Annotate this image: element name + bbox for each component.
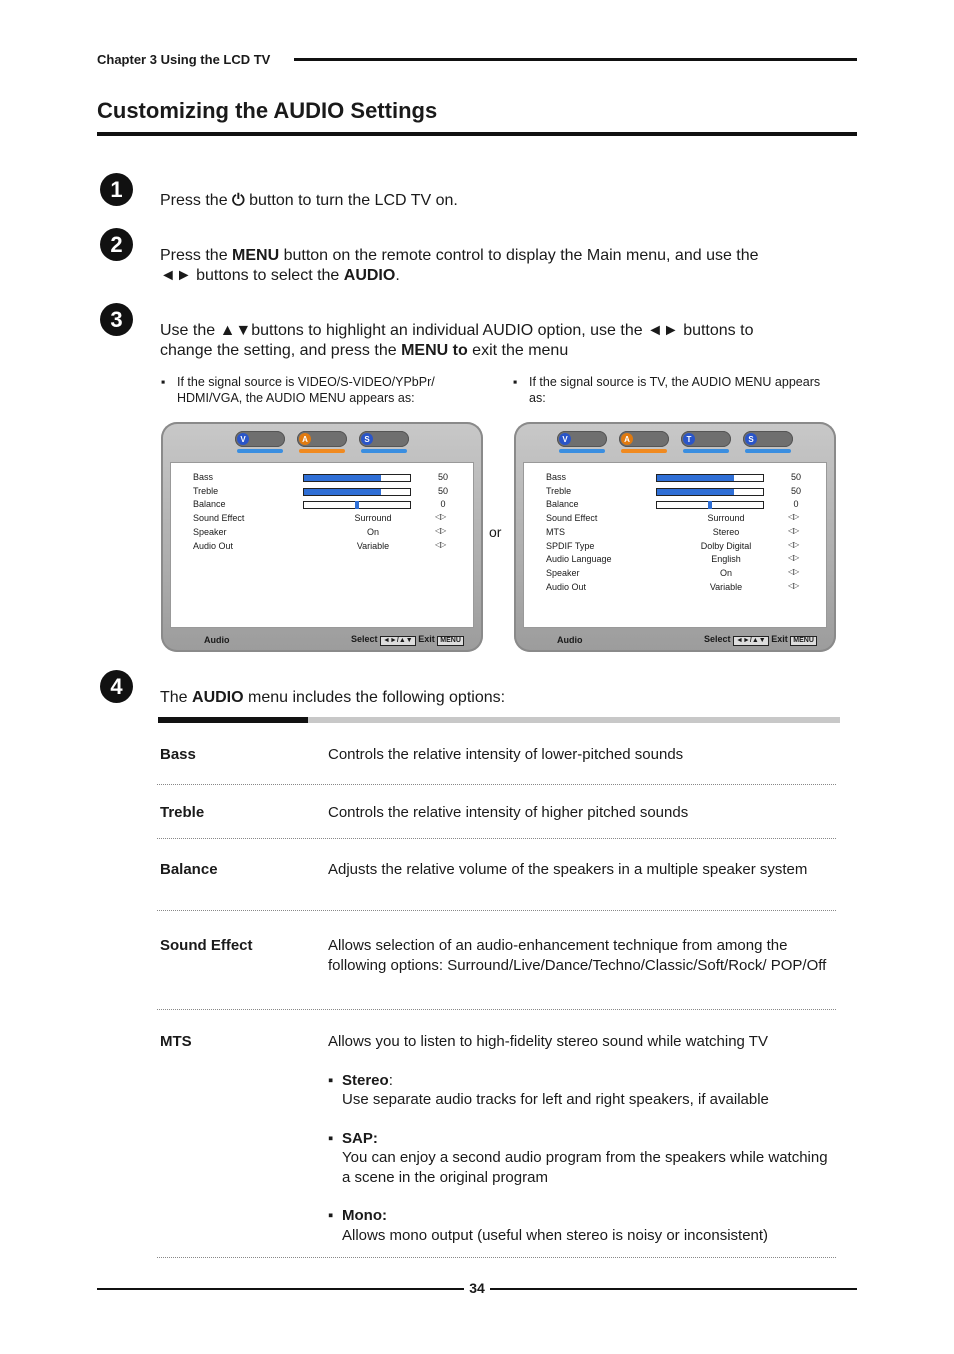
tab-letter: V [237,433,249,445]
tab-letter: A [621,433,633,445]
menu-row [193,472,473,486]
table-header-bar [308,717,840,723]
menu-row-value: Stereo [712,526,740,537]
title-rule [97,132,857,136]
audio-menu-screenshot-tv [514,422,836,652]
tab-underline [361,449,407,453]
menu-row-value: 50 [437,485,448,496]
menu-row-label: Balance [546,499,579,510]
left-right-arrows-icon: ◁▷ [788,553,799,563]
menu-row-value: Variable [709,581,743,592]
menu-row-label: Balance [193,499,226,510]
menu-row-label: Treble [193,485,219,496]
menu-footer: Audio Select ◄►/▲▼ Exit MENU [161,628,483,652]
tab-underline [745,449,791,453]
menu-row-value: 50 [790,485,801,496]
menu-footer: Audio Select ◄►/▲▼ Exit MENU [514,628,836,652]
left-right-arrows-icon: ◁▷ [435,539,446,549]
menu-row [193,527,473,541]
menu-row-label: Speaker [193,526,227,537]
slider-fill [304,475,381,481]
row-divider [157,1257,836,1258]
menu-row [546,499,826,513]
option-name-treble: Treble [160,804,205,821]
tab-letter: S [745,433,757,445]
left-right-arrows-icon: ◁▷ [435,512,446,522]
menu-tab-setup [359,431,409,447]
left-right-arrows-icon: ◁▷ [788,566,799,576]
menu-tab-video [235,431,285,447]
footer-rule [490,1288,857,1290]
step-3-text: Use the ▲▼buttons to highlight an individual AUDIO option, use the ◄► buttons to change the setting, and press the MENU to exit the menu [160,322,754,359]
option-name-sound-effect: Sound Effect [160,937,253,954]
menu-row-value: Variable [356,540,390,551]
menu-row-value: English [711,554,741,565]
mts-stereo: ▪ Stereo: Use separate audio tracks for left and right speakers, if available [328,1071,769,1108]
menu-screen [170,462,474,628]
left-right-arrows-icon: ◁▷ [788,525,799,535]
row-divider [157,910,836,911]
menu-row-label: Speaker [546,567,580,578]
menu-row-value: 0 [793,499,799,510]
menu-row-label: Audio Language [546,554,612,565]
tab-underline [621,449,667,453]
menu-row-value: Surround [707,513,745,524]
slider-fill [657,475,734,481]
tab-letter: V [559,433,571,445]
menu-tabs [161,431,483,447]
page-title: Customizing the AUDIO Settings [97,98,438,123]
option-desc-mts: Allows you to listen to high-fidelity stereo sound while watching TV ▪ Stereo: Use separate audio tracks for left and right speakers, if available ▪ SAP: You can enjoy a second audio program from the speakers while watching a scene in the original program ▪ Mono: Allows mono output (useful when stereo is noisy or inconsistent) [328,1033,828,1244]
row-divider [157,1009,836,1010]
menu-row [546,568,826,582]
menu-row [193,499,473,513]
menu-row-label: Bass [193,472,214,482]
menu-row-label: Audio Out [193,540,234,551]
menu-row-label: Sound Effect [546,513,598,524]
slider-fill [657,489,734,495]
footer-rule [97,1288,464,1290]
or-label: or [489,524,502,540]
menu-row-value: On [719,567,732,578]
menu-row-label: Audio Out [546,581,587,592]
tab-letter: T [683,433,695,445]
menu-row-value: 50 [437,472,448,482]
menu-row [546,554,826,568]
option-name-mts: MTS [160,1033,192,1050]
menu-slider [303,474,411,482]
tab-underline [299,449,345,453]
menu-row-label: Bass [546,472,567,482]
menu-row-label: MTS [546,526,565,537]
mts-sap: ▪ SAP: You can enjoy a second audio program from the speakers while watching a scene in the original program [328,1129,828,1186]
menu-row-value: 50 [790,472,801,482]
menu-slider [303,488,411,496]
menu-tabs [514,431,836,447]
tab-letter: S [361,433,373,445]
menu-tab-tv [681,431,731,447]
step-3-number: 3 [100,303,133,336]
menu-tab-audio [619,431,669,447]
option-desc-sound-effect: Allows selection of an audio-enhancement technique from among the following options: Surround/Live/Dance/Techno/Classic/Soft/Rock/ POP/Off [328,937,827,974]
slider-knob [355,501,359,509]
menu-screen [523,462,827,628]
menu-row [193,541,473,555]
left-right-arrows-icon: ◁▷ [435,525,446,535]
menu-row-value: Dolby Digital [700,540,752,551]
page-number: 34 [469,1280,485,1296]
option-desc-balance: Adjusts the relative volume of the speakers in a multiple speaker system [328,861,808,878]
menu-row-value: Surround [354,513,392,524]
menu-tab-audio [297,431,347,447]
power-icon: ⏻ [232,192,245,209]
bullet-left: ▪ If the signal source is VIDEO/S-VIDEO/YPbPr/ HDMI/VGA, the AUDIO MENU appears as: [161,375,435,405]
menu-slider [656,474,764,482]
menu-row-label: SPDIF Type [546,540,595,551]
menu-row-value: On [366,526,379,537]
option-name-balance: Balance [160,861,218,878]
tab-letter: A [299,433,311,445]
menu-row [546,513,826,527]
option-desc-treble: Controls the relative intensity of higher pitched sounds [328,804,689,821]
option-desc-bass: Controls the relative intensity of lower-pitched sounds [328,746,684,763]
menu-row [193,486,473,500]
chapter-rule [294,58,857,61]
row-divider [157,784,836,785]
left-right-arrows-icon: ◁▷ [788,580,799,590]
step-1-number: 1 [100,173,133,206]
table-header-bar [158,717,308,723]
menu-row [193,513,473,527]
chapter-label: Chapter 3 Using the LCD TV [97,52,271,67]
menu-slider [656,501,764,509]
menu-row [546,527,826,541]
bullet-right: ▪ If the signal source is TV, the AUDIO MENU appears as: [513,375,821,405]
menu-row-value: 0 [440,499,446,510]
menu-row [546,541,826,555]
tab-underline [559,449,605,453]
menu-row-label: Sound Effect [193,513,245,524]
tab-underline [237,449,283,453]
menu-tab-setup [743,431,793,447]
step-4-number: 4 [100,670,133,703]
slider-knob [708,501,712,509]
menu-slider [656,488,764,496]
menu-row-label: Treble [546,485,572,496]
tab-underline [683,449,729,453]
audio-menu-screenshot-basic [161,422,483,652]
menu-row [546,486,826,500]
step-1-text: Press the ⏻ button to turn the LCD TV on. [160,192,458,209]
left-right-arrows-icon: ◁▷ [788,539,799,549]
menu-slider [303,501,411,509]
menu-row [546,582,826,596]
left-right-arrows-icon: ◁▷ [788,512,799,522]
step-4-text: The AUDIO menu includes the following options: [160,689,506,706]
step-2-number: 2 [100,228,133,261]
slider-fill [304,489,381,495]
menu-tab-video [557,431,607,447]
step-2-text: Press the MENU button on the remote control to display the Main menu, and use the ◄► buttons to select the AUDIO. [160,247,759,284]
row-divider [157,838,836,839]
menu-row [546,472,826,486]
mts-mono: ▪ Mono: Allows mono output (useful when stereo is noisy or inconsistent) [328,1207,769,1244]
option-name-bass: Bass [160,746,196,763]
